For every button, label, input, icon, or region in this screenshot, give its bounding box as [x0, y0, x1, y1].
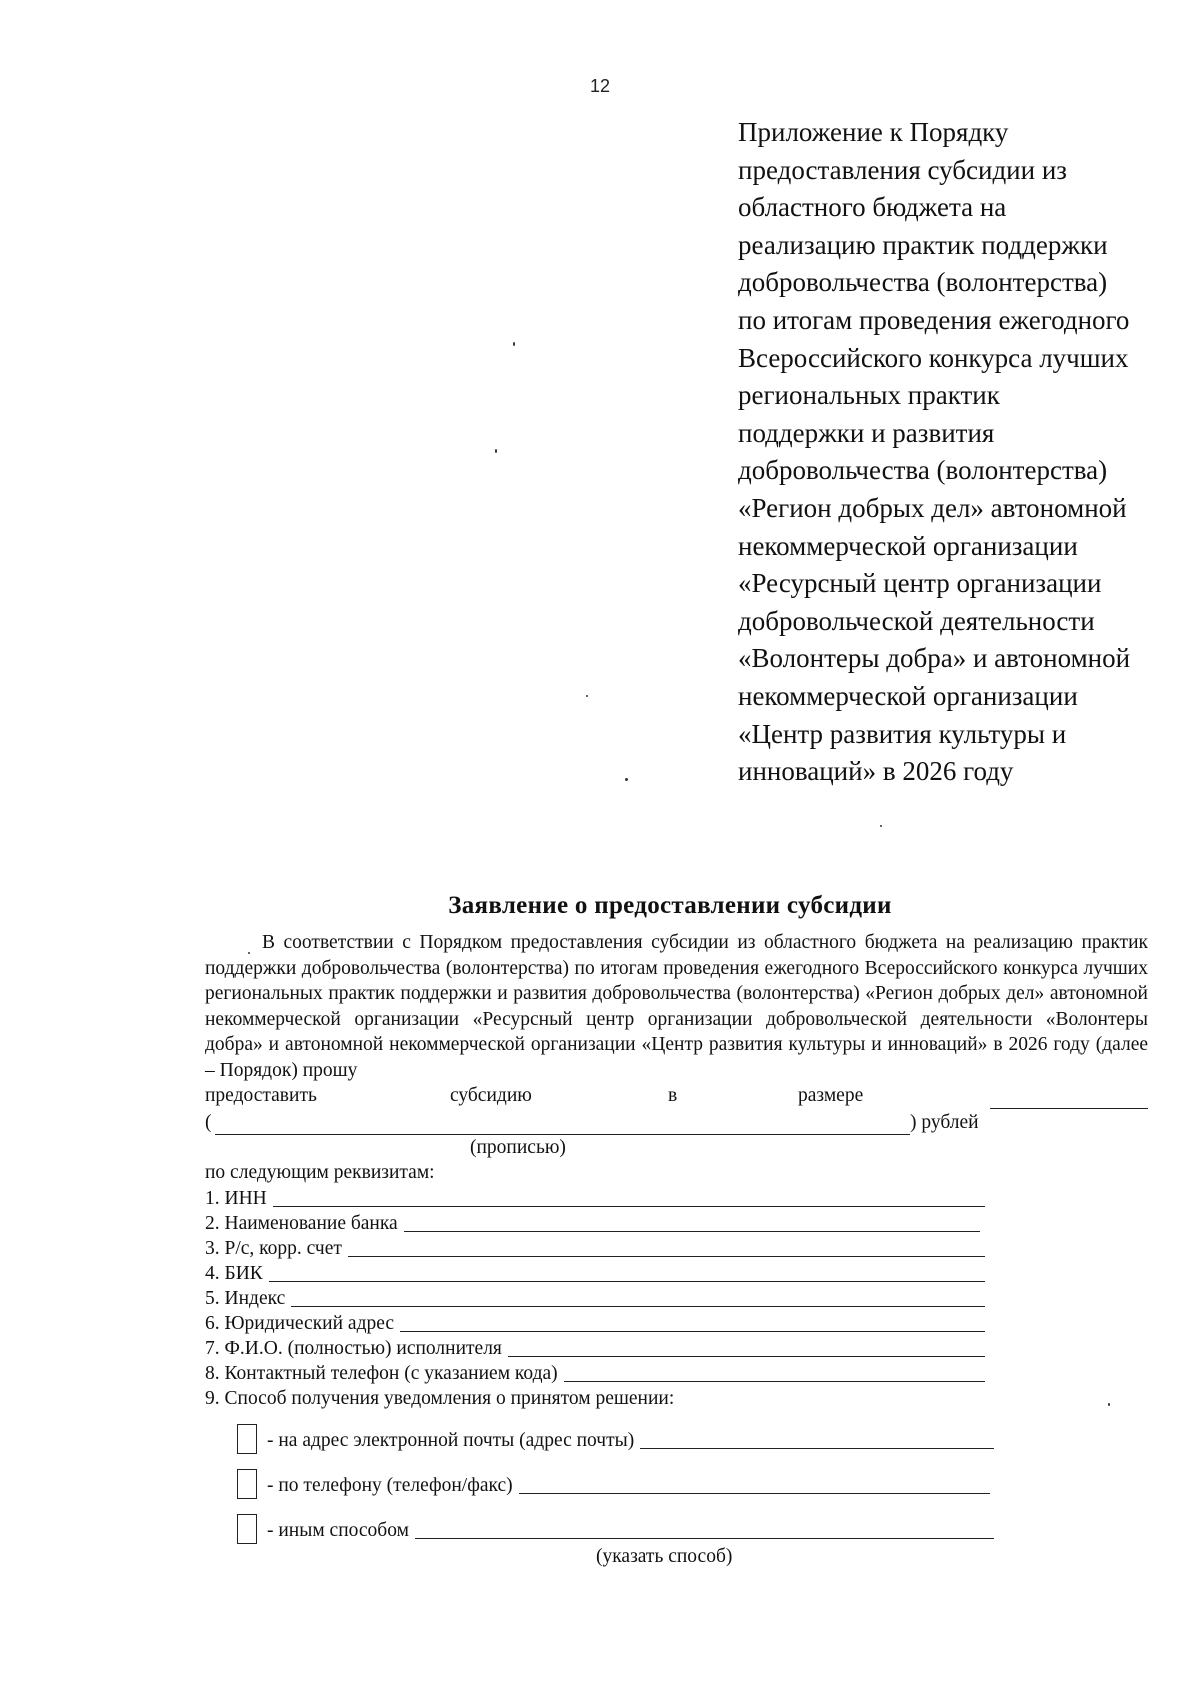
rubles-label: ) рублей	[910, 1112, 979, 1133]
bank-name-field[interactable]	[205, 1210, 980, 1235]
amount-field[interactable]	[990, 1108, 1148, 1109]
appendix-line: реализацию практик поддержки	[738, 229, 1108, 260]
postal-index-field[interactable]	[205, 1285, 985, 1310]
field-label: 6. Юридический адрес	[205, 1313, 395, 1334]
field-label: 1. ИНН	[205, 1188, 267, 1209]
option-label: - по телефону (телефон/факс)	[267, 1475, 513, 1496]
intro-paragraph	[205, 930, 1148, 1084]
field-label: 3. Р/с, корр. счет	[205, 1238, 342, 1259]
request-word: размере	[798, 1085, 864, 1106]
option-label: - иным способом	[267, 1520, 409, 1541]
field-line[interactable]	[400, 1330, 985, 1332]
request-word: субсидию	[450, 1085, 532, 1106]
appendix-line: предоставления субсидии из	[738, 154, 1067, 185]
phone-checkbox[interactable]	[237, 1469, 257, 1499]
field-line[interactable]	[273, 1205, 985, 1207]
email-checkbox[interactable]	[237, 1424, 257, 1454]
field-line[interactable]	[508, 1355, 985, 1357]
phone-field[interactable]	[205, 1360, 985, 1385]
appendix-line: инноваций» в 2026 году	[738, 756, 1014, 787]
appendix-line: некоммерческой организации	[738, 680, 1078, 711]
details-intro: по следующим реквизитам:	[205, 1162, 435, 1183]
bik-field[interactable]	[205, 1260, 985, 1285]
appendix-line: добровольчества (волонтерства)	[738, 455, 1108, 486]
inn-field[interactable]	[205, 1185, 985, 1210]
appendix-line: Приложение к Порядку	[738, 117, 1009, 147]
appendix-line: областного бюджета на	[738, 192, 1007, 223]
field-label: 8. Контактный телефон (с указанием кода)	[205, 1363, 558, 1384]
appendix-line: добровольческой деятельности	[738, 605, 1095, 636]
legal-address-field[interactable]	[205, 1310, 985, 1335]
executor-name-field[interactable]	[205, 1335, 985, 1360]
email-address-line[interactable]	[640, 1447, 994, 1449]
appendix-line: «Регион добрых дел» автономной	[738, 492, 1127, 523]
scan-speck	[513, 342, 515, 346]
field-label: 7. Ф.И.О. (полностью) исполнителя	[205, 1338, 502, 1359]
appendix-line: некоммерческой организации	[738, 530, 1078, 561]
scan-speck	[586, 695, 588, 697]
appendix-line: по итогам проведения ежегодного	[738, 304, 1130, 335]
request-word: предоставить	[205, 1085, 317, 1106]
phone-fax-line[interactable]	[519, 1492, 990, 1494]
appendix-line: добровольчества (волонтерства)	[738, 267, 1108, 298]
scan-speck	[880, 825, 882, 827]
notice-heading: 9. Способ получения уведомления о принятом решении:	[205, 1388, 675, 1409]
request-word: в	[668, 1085, 678, 1106]
notice-option-email[interactable]	[237, 1420, 994, 1454]
field-label: 5. Индекс	[205, 1288, 286, 1309]
field-label: 4. БИК	[205, 1263, 263, 1284]
other-method-line[interactable]	[415, 1537, 994, 1539]
scan-speck	[248, 952, 250, 954]
amount-in-words-field[interactable]	[215, 1134, 910, 1135]
appendix-line: «Центр развития культуры и	[738, 718, 1067, 749]
scan-speck	[495, 449, 497, 453]
notice-option-phone[interactable]	[237, 1465, 990, 1499]
field-line[interactable]	[404, 1230, 980, 1232]
appendix-header	[738, 114, 1178, 791]
method-caption: (указать способ)	[596, 1546, 733, 1567]
amount-in-words-row	[205, 1112, 1005, 1138]
form-title: Заявление о предоставлении субсидии	[448, 892, 892, 919]
appendix-line: поддержки и развития	[738, 417, 995, 448]
scan-speck	[1108, 1403, 1110, 1406]
scan-speck	[625, 778, 628, 781]
field-label: 2. Наименование банка	[205, 1213, 398, 1234]
account-field[interactable]	[205, 1235, 985, 1260]
notice-option-other[interactable]	[237, 1510, 994, 1544]
open-paren: (	[205, 1112, 212, 1133]
intro-text: В соответствии с Порядком предоставления субсидии из областного бюджета на реализацию практик поддержки добровольчества (волонтерства) по итогам проведения ежегодного Всероссийского конкурса лучших региональных практик поддержки и развития добровольчества (волонтерства) «Регион добрых дел» автономной некоммерческой организации «Ресурсный центр организации добровольческой деятельности «Волонтеры добра» и автономной некоммерческой организации «Центр развития культуры и инноваций» в 2026 году (далее – Порядок) прошу	[205, 932, 1148, 1081]
field-line[interactable]	[564, 1380, 985, 1382]
notice-heading-row	[205, 1385, 985, 1410]
field-line[interactable]	[291, 1305, 985, 1307]
field-line[interactable]	[269, 1280, 985, 1282]
appendix-line: Всероссийского конкурса лучших	[738, 342, 1129, 373]
option-label: - на адрес электронной почты (адрес почты)	[267, 1430, 635, 1451]
field-line[interactable]	[348, 1255, 985, 1257]
words-caption: (прописью)	[470, 1137, 566, 1158]
appendix-line: «Волонтеры добра» и автономной	[738, 643, 1131, 674]
page-number: 12	[589, 76, 611, 96]
appendix-line: региональных практик	[738, 380, 1000, 411]
appendix-line: «Ресурсный центр организации	[738, 568, 1102, 599]
other-method-checkbox[interactable]	[237, 1514, 257, 1544]
